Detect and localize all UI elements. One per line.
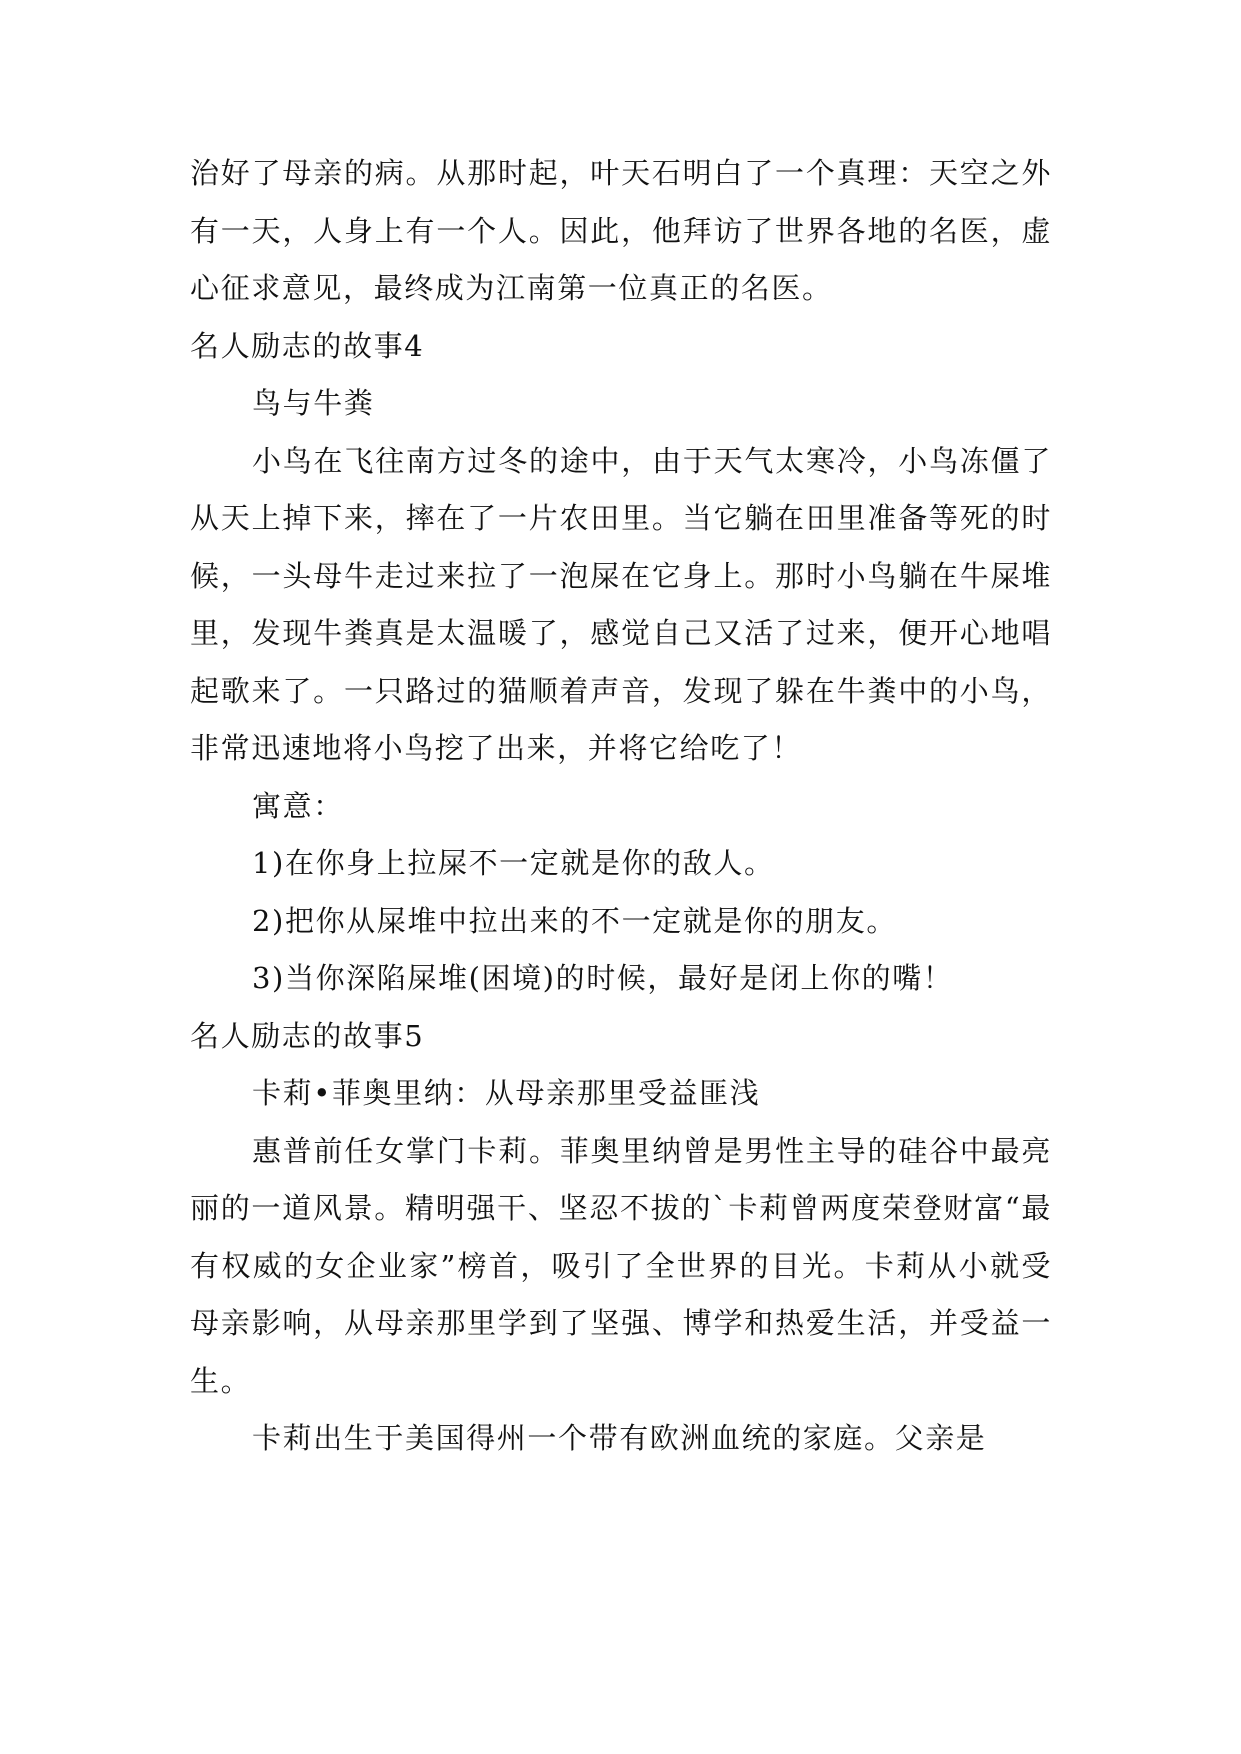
- section-heading-story-4: 名人励志的故事4: [190, 328, 425, 363]
- story-title-carly-fiorina: 卡莉•菲奥里纳：从母亲那里受益匪浅: [252, 1076, 761, 1110]
- moral-item-1: 1)在你身上拉屎不一定就是你的敌人。: [252, 846, 775, 880]
- story-title-bird-and-dung: 鸟与牛粪: [252, 386, 375, 420]
- moral-item-3: 3)当你深陷屎堆(困境)的时候，最好是闭上你的嘴！: [252, 961, 954, 995]
- paragraph-cure-ending: 治好了母亲的病。从那时起，叶天石明白了一个真理：天空之外有一天，人身上有一个人。因此，他拜访了世界各地的名医，虚心征求意见，最终成为江南第一位真正的名医。: [190, 156, 1052, 305]
- paragraph-bird-story: 小鸟在飞往南方过冬的途中，由于天气太寒冷，小鸟冻僵了从天上掉下来，摔在了一片农田里。当它躺在田里准备等死的时候，一头母牛走过来拉了一泡屎在它身上。那时小鸟躺在牛屎堆里，发现牛粪真是太温暖了，感觉自己又活了过来，便开心地唱起歌来了。一只路过的猫顺着声音，发现了躲在牛粪中的小鸟，非常迅速地将小鸟挖了出来，并将它给吃了！: [190, 443, 1052, 765]
- moral-label: 寓意：: [252, 788, 344, 823]
- paragraph-carly-intro: 惠普前任女掌门卡莉。菲奥里纳曾是男性主导的硅谷中最亮丽的一道风景。精明强干、坚忍不拔的`卡莉曾两度荣登财富“最有权威的女企业家”榜首，吸引了全世界的目光。卡莉从小就受母亲影响，从母亲那里学到了坚强、博学和热爱生活，并受益一生。: [190, 1133, 1052, 1398]
- paragraph-carly-birth: 卡莉出生于美国得州一个带有欧洲血统的家庭。父亲是: [252, 1421, 987, 1455]
- moral-item-2: 2)把你从屎堆中拉出来的不一定就是你的朋友。: [252, 903, 897, 938]
- document-page: [190, 145, 1052, 1468]
- section-heading-story-5: 名人励志的故事5: [190, 1018, 425, 1053]
